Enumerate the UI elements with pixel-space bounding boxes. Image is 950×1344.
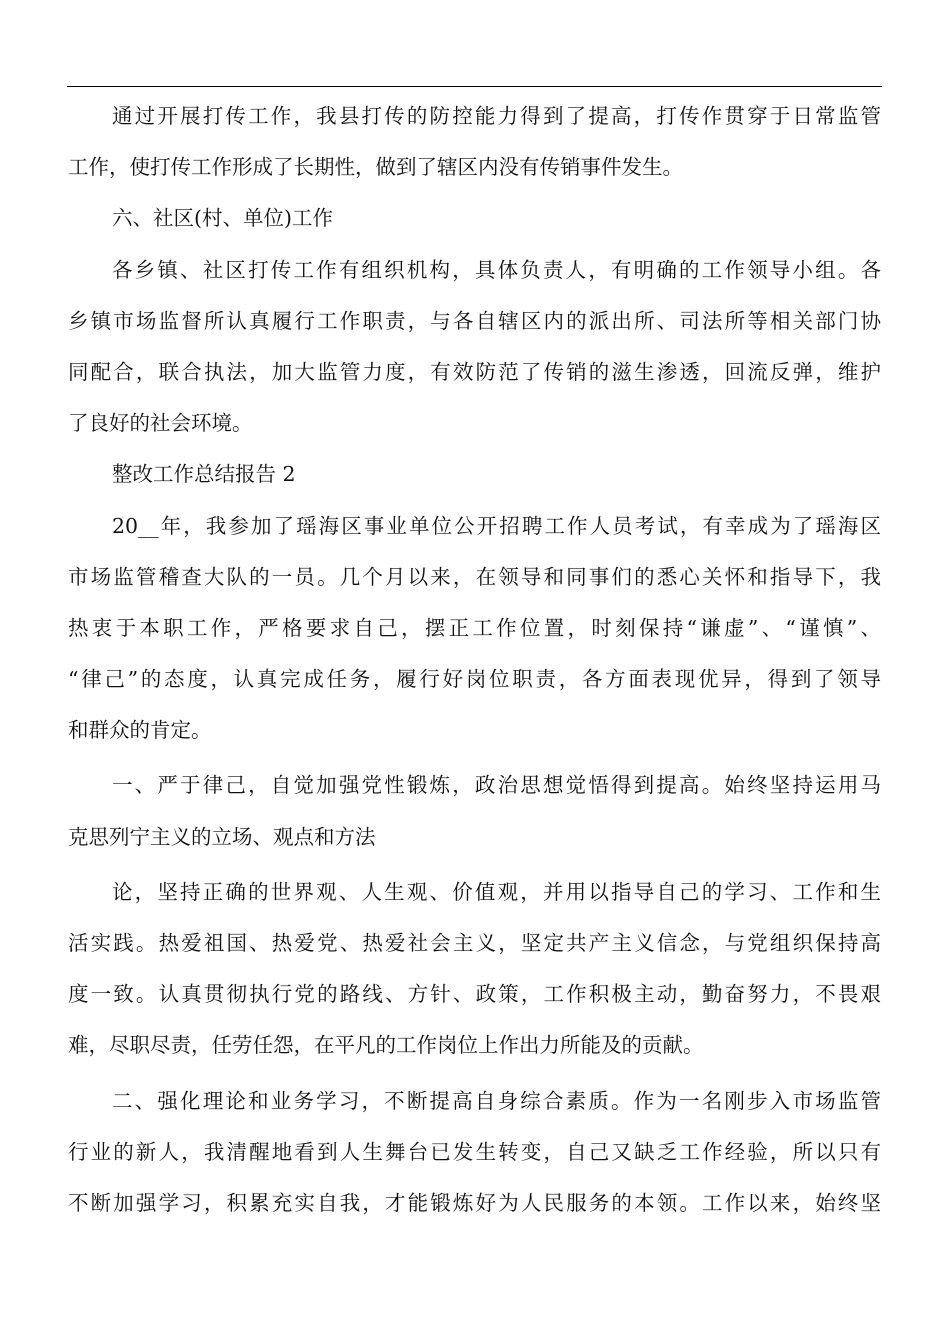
paragraph-line: 论，坚持正确的世界观、人生观、价值观，并用以指导自己的学习、工作和生 <box>112 879 881 904</box>
paragraph-line: 不断加强学习，积累充实自我，才能锻炼好为人民服务的本领。工作以来，始终坚 <box>68 1190 881 1215</box>
paragraph-line: 同配合，联合执法，加大监管力度，有效防范了传销的滋生渗透，回流反弹，维护 <box>68 359 881 384</box>
header-rule <box>67 86 882 87</box>
paragraph-line: 热衷于本职工作，严格要求自己，摆正工作位置，时刻保持“谦虚”、“谨慎”、 <box>68 615 881 640</box>
paragraph-line: 乡镇市场监督所认真履行工作职责，与各自辖区内的派出所、司法所等相关部门协 <box>68 308 881 333</box>
paragraph-line: 了良好的社会环境。 <box>68 411 253 436</box>
paragraph-line: 市场监管稽查大队的一员。几个月以来，在领导和同事们的悉心关怀和指导下，我 <box>68 564 881 589</box>
paragraph-line: 度一致。认真贯彻执行党的路线、方针、政策，工作积极主动，勤奋努力，不畏艰 <box>68 982 881 1007</box>
paragraph-line: 克思列宁主义的立场、观点和方法 <box>68 824 376 849</box>
document-body <box>68 91 881 1229</box>
paragraph-line: 和群众的肯定。 <box>68 718 212 743</box>
paragraph-line: 二、强化理论和业务学习，不断提高自身综合素质。作为一名刚步入市场监管 <box>112 1088 881 1113</box>
report-title: 整改工作总结报告 2 <box>112 462 296 487</box>
paragraph-line: 各乡镇、社区打传工作有组织机构，具体负责人，有明确的工作领导小组。各 <box>112 257 881 282</box>
paragraph-line: 20__年，我参加了瑶海区事业单位公开招聘工作人员考试，有幸成为了瑶海区 <box>112 513 881 538</box>
paragraph-line: 难，尽职尽责，任劳任怨，在平凡的工作岗位上作出力所能及的贡献。 <box>68 1033 704 1058</box>
paragraph-line: 工作，使打传工作形成了长期性，做到了辖区内没有传销事件发生。 <box>68 155 683 180</box>
paragraph-line: 一、严于律己，自觉加强党性锻炼，政治思想觉悟得到提高。始终坚持运用马 <box>112 773 881 798</box>
paragraph-line: 通过开展打传工作，我县打传的防控能力得到了提高，打传作贯穿于日常监管 <box>112 104 881 128</box>
paragraph-line: “律己”的态度，认真完成任务，履行好岗位职责，各方面表现优异，得到了领导 <box>68 667 881 692</box>
section-heading: 六、社区(村、单位)工作 <box>112 206 333 231</box>
paragraph-line: 活实践。热爱祖国、热爱党、热爱社会主义，坚定共产主义信念，与党组织保持高 <box>68 931 881 955</box>
paragraph-line: 行业的新人，我清醒地看到人生舞台已发生转变，自己又缺乏工作经验，所以只有 <box>68 1139 881 1164</box>
